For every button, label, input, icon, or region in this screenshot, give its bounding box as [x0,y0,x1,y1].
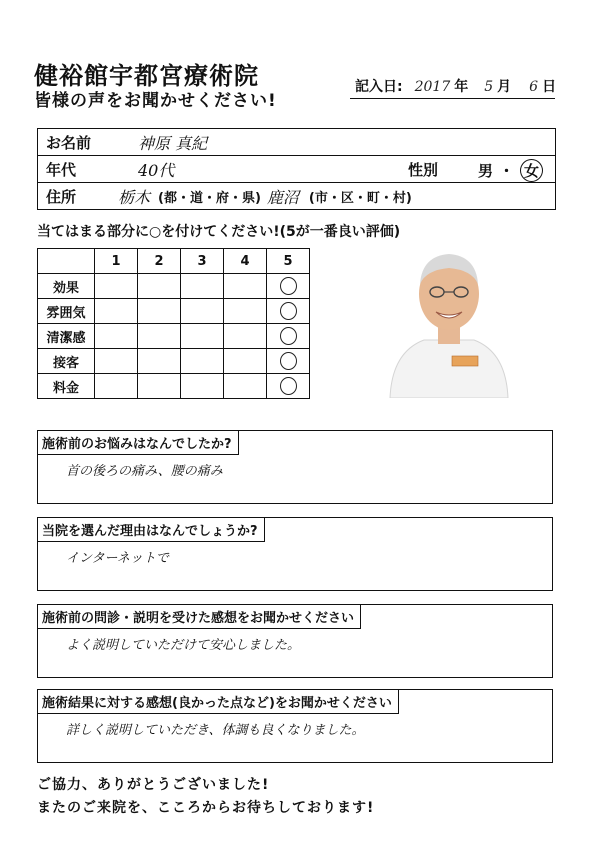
selection-circle-icon [280,327,297,345]
question-label: 施術前のお悩みはなんでしたか? [38,431,239,455]
rating-cell[interactable] [224,349,267,374]
name-value[interactable]: 神原 真紀 [138,133,208,153]
address-label: 住所 [46,187,77,206]
question-box-concerns [37,430,553,504]
date-underline [350,98,555,99]
rating-row-price [38,374,310,399]
rating-row-atmosphere [38,299,310,324]
name-label: お名前 [46,133,92,152]
gender-label: 性別 [408,160,439,179]
rating-cell[interactable] [95,374,138,399]
selection-circle-icon [280,352,297,370]
age-row [38,156,555,183]
name-row [38,129,555,156]
date-month-unit: 月 [497,79,512,95]
rating-cell[interactable] [181,349,224,374]
closing-message: またのご来院を、こころからお待ちしております! [37,800,375,816]
date-year-unit: 年 [454,79,469,95]
address-row [38,183,555,209]
practitioner-photo [380,240,518,398]
rating-table [37,248,310,399]
customer-info-box [37,128,556,210]
rating-cell-selected[interactable] [267,299,310,324]
question-label: 施術結果に対する感想(良かった点など)をお聞かせください [38,690,399,714]
rating-cell[interactable] [181,324,224,349]
rating-row-label: 料金 [38,374,95,399]
rating-cell[interactable] [95,349,138,374]
rating-cell[interactable] [138,299,181,324]
rating-row-label: 効果 [38,274,95,299]
date-year: 2017 [414,79,451,95]
rating-column-header: 4 [224,249,267,274]
selection-circle-icon [280,377,297,395]
age-label: 年代 [46,160,77,179]
rating-cell[interactable] [138,374,181,399]
closing-thanks: ご協力、ありがとうございました! [37,777,270,793]
rating-column-header: 3 [181,249,224,274]
question-label: 施術前の問診・説明を受けた感想をお聞かせください [38,605,361,629]
rating-cell[interactable] [181,299,224,324]
address-prefecture[interactable]: 栃木 [118,187,151,207]
date-month: 5 [484,79,494,95]
rating-column-header: 1 [95,249,138,274]
age-value[interactable]: 40代 [138,160,175,180]
answer-text[interactable]: インターネットで [66,551,169,566]
rating-row-label: 接客 [38,349,95,374]
rating-cell[interactable] [95,299,138,324]
question-box-reason [37,517,553,591]
rating-row-cleanliness [38,324,310,349]
rating-row-label: 雰囲気 [38,299,95,324]
rating-row-service [38,349,310,374]
question-label: 当院を選んだ理由はなんでしょうか? [38,518,265,542]
rating-cell[interactable] [95,274,138,299]
rating-instruction: 当てはまる部分に○を付けてください!(5が一番良い評価) [37,224,401,240]
address-city[interactable]: 鹿沼 [266,187,299,207]
question-box-consultation [37,604,553,678]
selection-circle-icon [280,277,297,295]
gender-options [478,159,543,182]
answer-text[interactable]: 首の後ろの痛み、腰の痛み [66,464,223,479]
clinic-name: 健裕館宇都宮療術院 [34,62,259,90]
date-label: 記入日: [355,79,403,95]
gender-female-selected[interactable]: 女 [520,159,543,182]
rating-cell-selected[interactable] [267,374,310,399]
prefecture-type-options: (都・道・府・県) [158,190,261,206]
rating-cell[interactable] [224,274,267,299]
answer-text[interactable]: 詳しく説明していただき、体調も良くなりました。 [66,723,365,738]
rating-cell[interactable] [181,274,224,299]
rating-cell[interactable] [224,374,267,399]
gender-separator: ・ [498,162,514,180]
rating-cell-selected[interactable] [267,349,310,374]
rating-corner-cell [38,249,95,274]
rating-cell[interactable] [138,274,181,299]
rating-cell[interactable] [138,324,181,349]
date-day: 6 [529,79,539,95]
date-day-unit: 日 [542,79,557,95]
rating-header-row [38,249,310,274]
gender-male[interactable]: 男 [477,162,493,180]
rating-column-header: 2 [138,249,181,274]
page-subtitle: 皆様の声をお聞かせください! [34,91,277,111]
selection-circle-icon [280,302,297,320]
city-type-options: (市・区・町・村) [308,190,412,206]
rating-row-label: 清潔感 [38,324,95,349]
question-box-results [37,689,553,763]
rating-cell[interactable] [224,299,267,324]
rating-cell[interactable] [95,324,138,349]
rating-column-header: 5 [267,249,310,274]
answer-text[interactable]: よく説明していただけて安心しました。 [66,638,301,653]
rating-row-effect [38,274,310,299]
date-field [355,76,556,96]
rating-cell[interactable] [224,324,267,349]
rating-cell[interactable] [138,349,181,374]
rating-cell[interactable] [181,374,224,399]
rating-cell-selected[interactable] [267,274,310,299]
rating-cell-selected[interactable] [267,324,310,349]
